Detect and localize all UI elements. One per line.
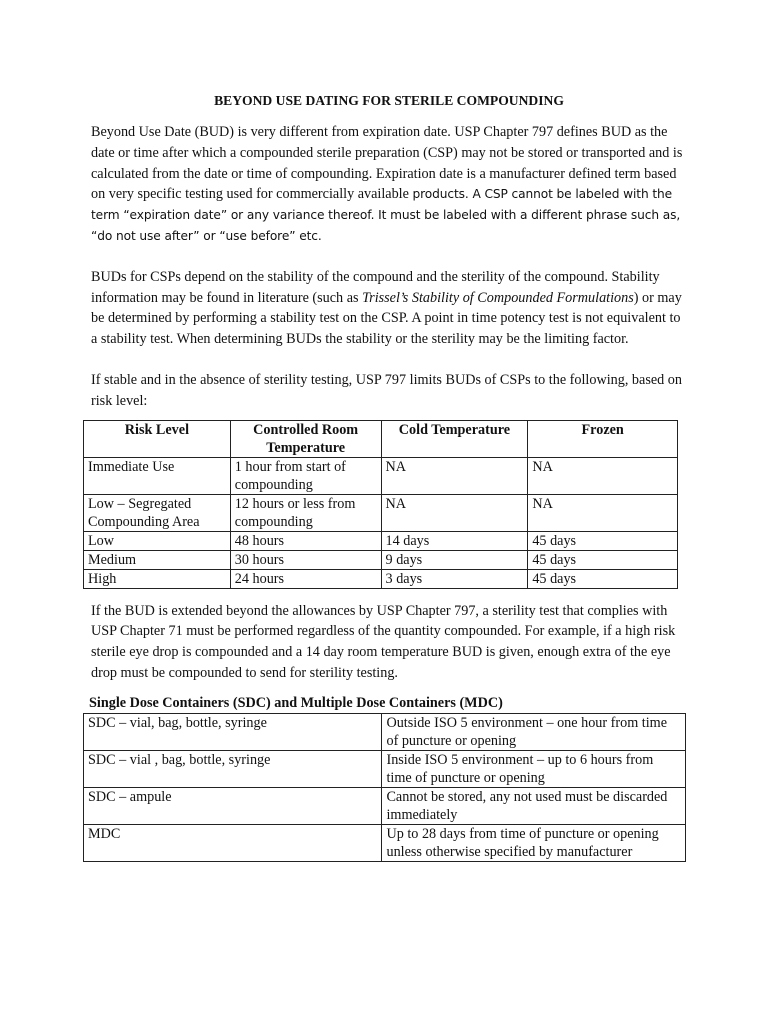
paragraph-risk-intro: If stable and in the absence of sterility testing, USP 797 limits BUDs of CSPs to the following, based on risk level: bbox=[91, 371, 682, 409]
table-cell: 45 days bbox=[528, 550, 678, 569]
table-cell: Low bbox=[84, 531, 231, 550]
stability-text-b: ) or may be determined by performing a stability test on the CSP. A point in time potency test is not equivalent to a stability test. When determining BUDs the stability or the sterility may be the limiting factor. bbox=[91, 289, 682, 348]
table-cell: 24 hours bbox=[230, 569, 381, 588]
risk-table-header-row bbox=[84, 420, 678, 457]
table-cell: Inside ISO 5 environment – up to 6 hours from time of puncture or opening bbox=[382, 750, 686, 787]
column-header-frozen: Frozen bbox=[528, 420, 678, 457]
table-cell: Outside ISO 5 environment – one hour from time of puncture or opening bbox=[382, 713, 686, 750]
table-row bbox=[84, 787, 686, 824]
table-row bbox=[84, 824, 686, 861]
table-cell: 14 days bbox=[381, 531, 528, 550]
column-header-cold-temperature: Cold Temperature bbox=[381, 420, 528, 457]
table-cell: 45 days bbox=[528, 531, 678, 550]
table-cell: 45 days bbox=[528, 569, 678, 588]
paragraph-bud-definition bbox=[91, 122, 687, 247]
document-body bbox=[88, 91, 687, 862]
paragraph-sterility-testing: If the BUD is extended beyond the allowances by USP Chapter 797, a sterility test that complies with USP Chapter 71 must be performed regardless of the quantity compounded. For example, if a high risk sterile eye drop is compounded and a 14 day room temperature BUD is given, enough extra of the eye drop must be compounded to send for sterility testing. bbox=[91, 602, 676, 681]
table-row bbox=[84, 457, 678, 494]
column-header-risk-level: Risk Level bbox=[84, 420, 231, 457]
table-cell: NA bbox=[528, 457, 678, 494]
table-cell: NA bbox=[381, 457, 528, 494]
document-title: BEYOND USE DATING FOR STERILE COMPOUNDING bbox=[214, 93, 564, 108]
table-cell: Medium bbox=[84, 550, 231, 569]
table-cell: 12 hours or less from compounding bbox=[230, 494, 381, 531]
bud-definition-text: Beyond Use Date (BUD) is very different from expiration date. USP Chapter 797 defines BUD as the date or time after which a compounded sterile preparation (CSP) may not be stored or transported and is calculated from the date or time of compounding. Expiration date is a manufacturer defined term based on very specific testing used for commercially available bbox=[91, 124, 683, 203]
table-cell: 48 hours bbox=[230, 531, 381, 550]
stability-text-a: BUDs for CSPs depend on the stability of the compound and the sterility of the compound. Stability information may be found in literature (such as bbox=[91, 268, 660, 306]
table-cell: NA bbox=[528, 494, 678, 531]
table-cell: 9 days bbox=[381, 550, 528, 569]
table-row bbox=[84, 569, 678, 588]
table-cell: Low – Segregated Compounding Area bbox=[84, 494, 231, 531]
table-row bbox=[84, 550, 678, 569]
table-cell: Up to 28 days from time of puncture or opening unless otherwise specified by manufacturer bbox=[382, 824, 686, 861]
table-cell: Cannot be stored, any not used must be discarded immediately bbox=[382, 787, 686, 824]
table-row bbox=[84, 494, 678, 531]
table-cell: 30 hours bbox=[230, 550, 381, 569]
column-header-room-temperature: Controlled Room Temperature bbox=[230, 420, 381, 457]
table-cell: 1 hour from start of compounding bbox=[230, 457, 381, 494]
table-cell: SDC – ampule bbox=[84, 787, 382, 824]
table-cell: MDC bbox=[84, 824, 382, 861]
table-cell: NA bbox=[381, 494, 528, 531]
risk-level-table bbox=[83, 420, 678, 589]
reference-title: Trissel’s Stability of Compounded Formulations bbox=[362, 289, 634, 306]
section-heading-containers: Single Dose Containers (SDC) and Multiple Dose Containers (MDC) bbox=[89, 694, 503, 711]
container-table bbox=[83, 713, 686, 862]
table-row bbox=[84, 531, 678, 550]
table-cell: SDC – vial, bag, bottle, syringe bbox=[84, 713, 382, 750]
table-cell: SDC – vial , bag, bottle, syringe bbox=[84, 750, 382, 787]
table-cell: 3 days bbox=[381, 569, 528, 588]
table-cell: Immediate Use bbox=[84, 457, 231, 494]
table-row bbox=[84, 750, 686, 787]
bud-labeling-note: products. A CSP cannot be labeled with the term “expiration date” or any variance thereof. It must be labeled with a different phrase such as, “do not use after” or “use before” etc. bbox=[91, 187, 681, 243]
table-row bbox=[84, 713, 686, 750]
table-cell: High bbox=[84, 569, 231, 588]
paragraph-stability bbox=[91, 267, 687, 350]
